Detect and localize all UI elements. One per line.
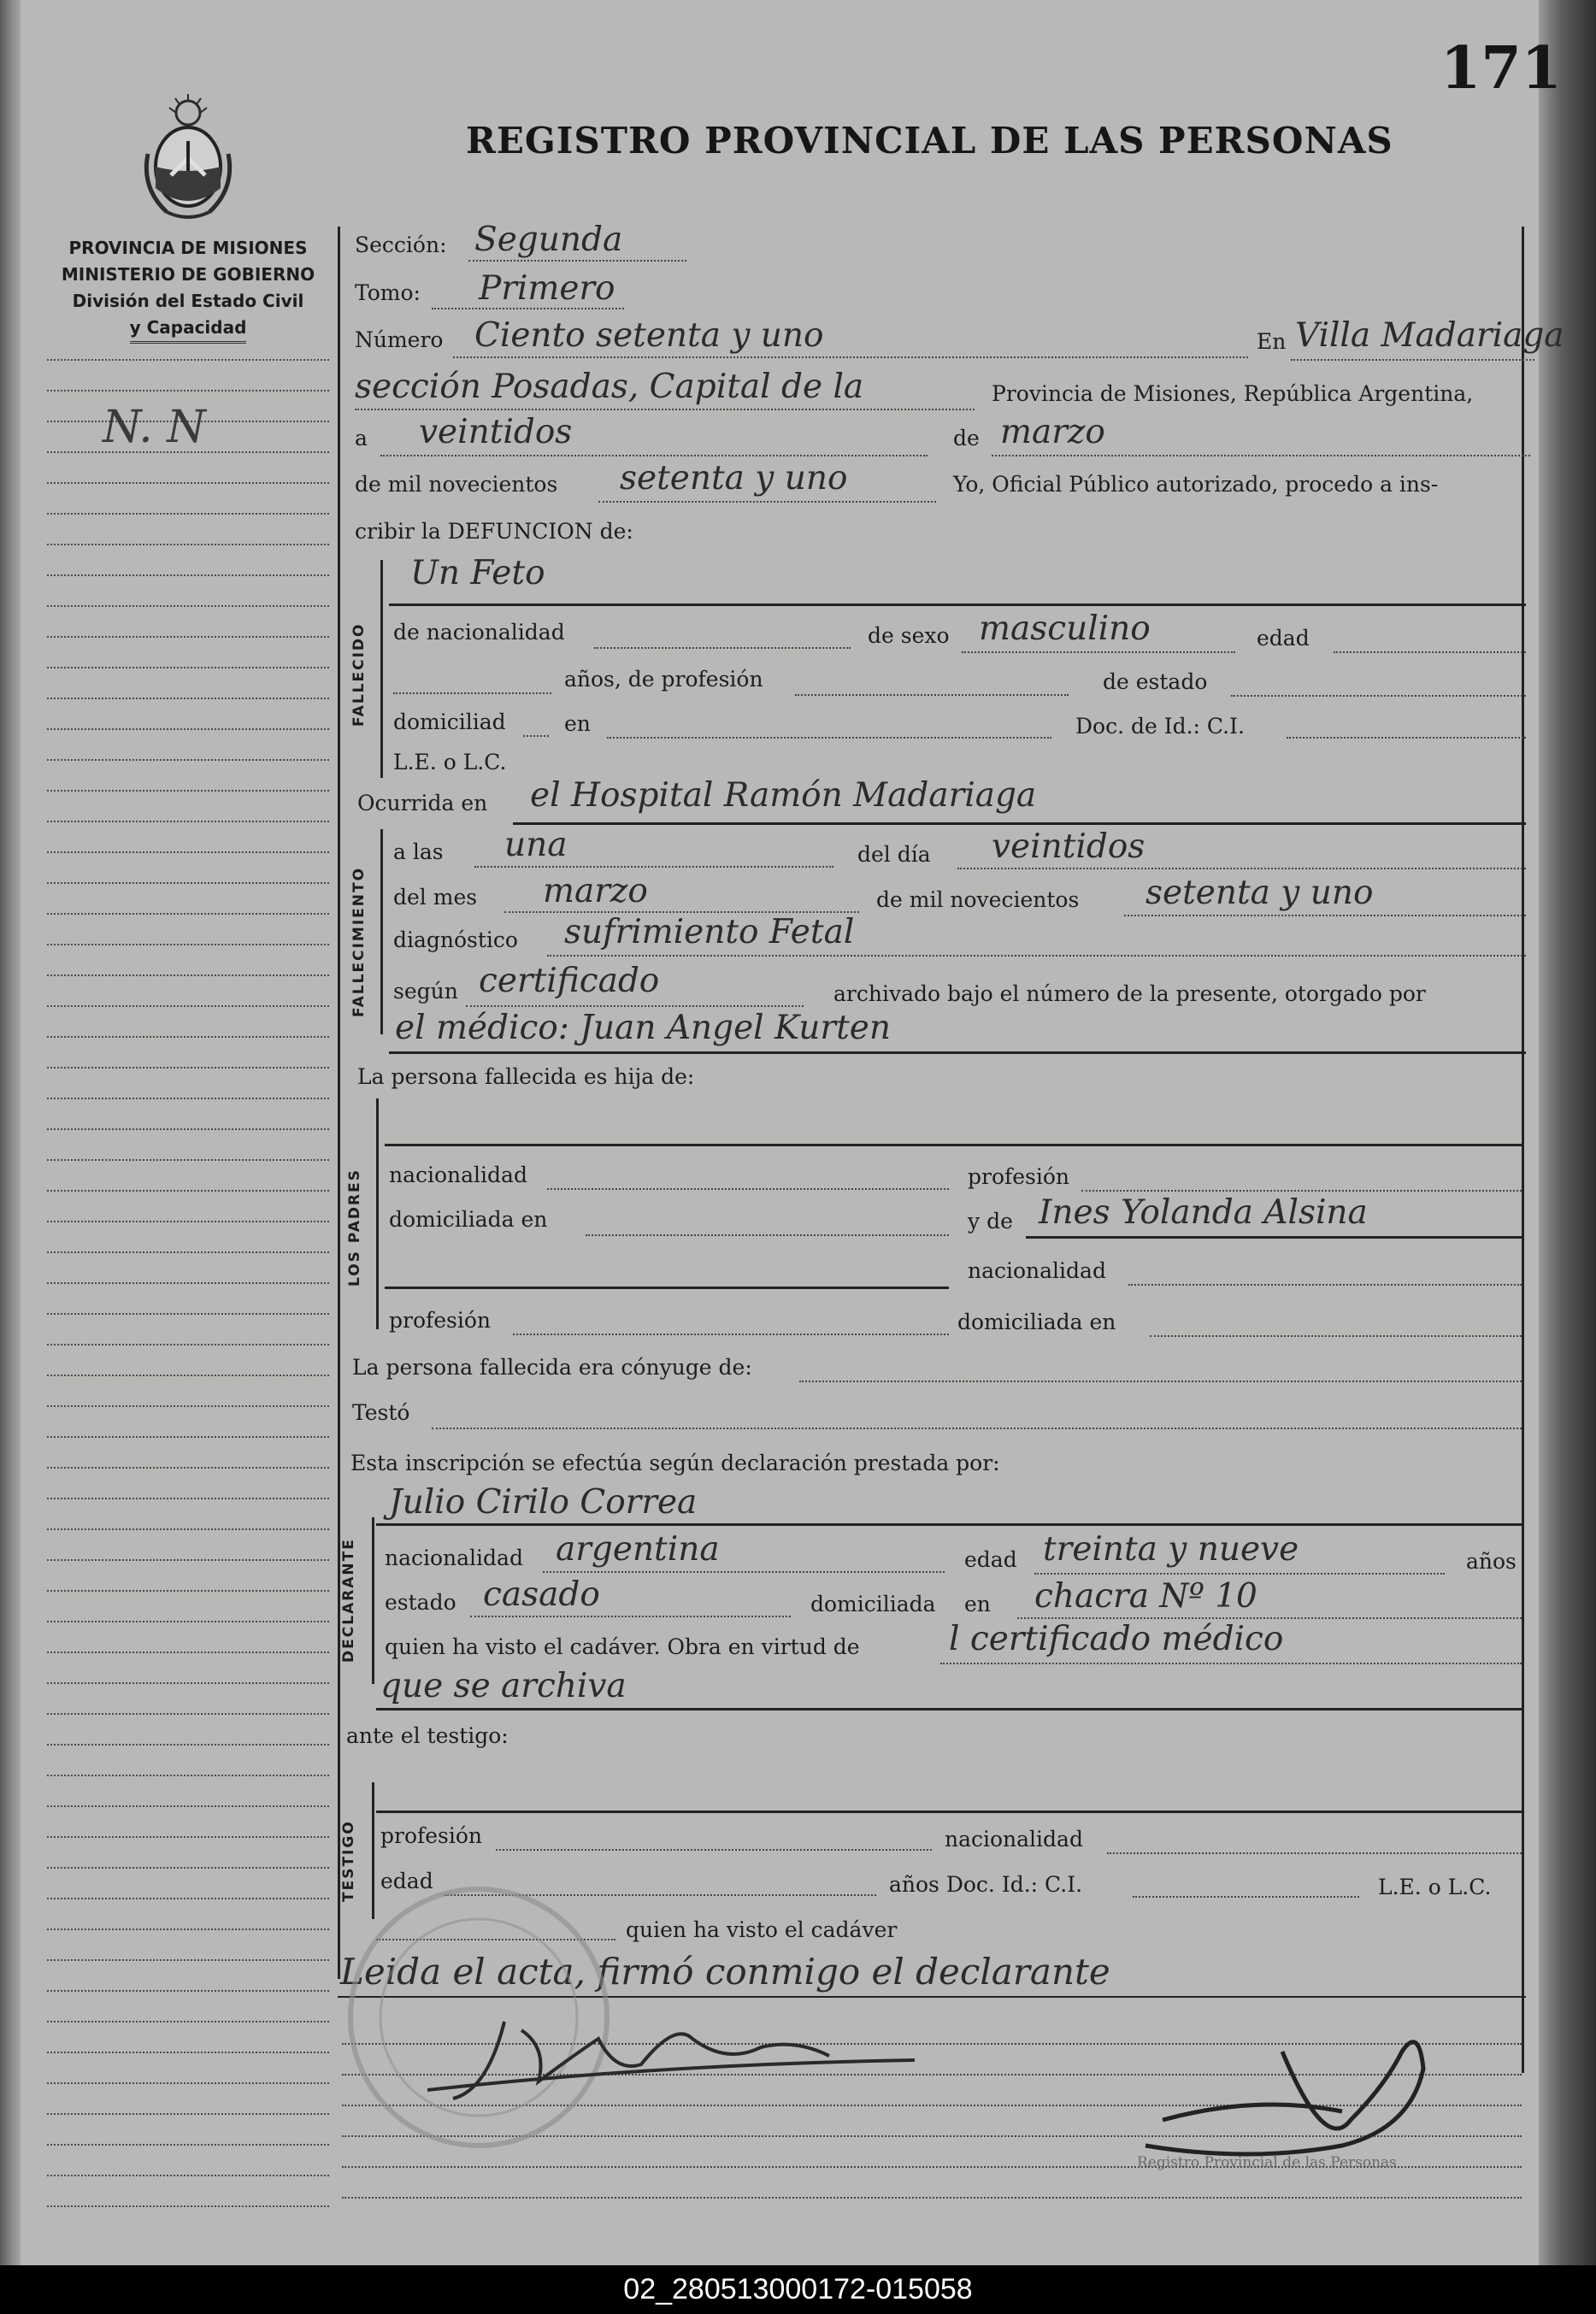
testigo-edad-label: edad: [380, 1869, 433, 1893]
org-line-4: y Capacidad: [130, 315, 247, 344]
padres-side-label: LOS PADRES: [346, 1169, 363, 1287]
org-line-2: MINISTERIO DE GOBIERNO: [61, 264, 315, 285]
padre-profesion2-label: profesión: [389, 1308, 492, 1333]
domiciliad-label: domiciliad: [393, 710, 506, 734]
margin-ruled-line: [47, 1005, 329, 1007]
en-line: [1291, 359, 1534, 361]
margin-ruled-line: [47, 882, 329, 884]
domiciliad-line: [523, 735, 549, 737]
fallecimiento-anio-label: de mil novecientos: [876, 887, 1080, 912]
nacionalidad-label: de nacionalidad: [393, 620, 565, 645]
madre-nacionalidad-line: [1128, 1284, 1522, 1286]
margin-ruled-line: [47, 2205, 329, 2207]
declarante-domiciliada-label: domiciliada: [810, 1592, 936, 1616]
dia-value: veintidos: [419, 413, 573, 451]
margin-ruled-line: [47, 574, 329, 576]
testigo-profesion-line: [496, 1849, 932, 1851]
declarante-side-label: DECLARANTE: [340, 1538, 357, 1663]
declarante-name: Julio Cirilo Correa: [389, 1483, 698, 1522]
fallecimiento-dia-line: [957, 868, 1526, 869]
org-line-1: PROVINCIA DE MISIONES: [68, 238, 308, 258]
margin-ruled-line: [47, 913, 329, 915]
madre-domiciliada-line: [1150, 1335, 1522, 1337]
right-border: [1522, 227, 1524, 2073]
anios-label: años, de profesión: [564, 667, 763, 692]
fallecimiento-bracket: [380, 829, 383, 1034]
mes-value: marzo: [1000, 413, 1105, 451]
declarante-estado-value: casado: [483, 1575, 600, 1614]
declarante-en-label: en: [964, 1592, 991, 1616]
padre-domiciliada-line: [586, 1234, 949, 1236]
margin-ruled-line: [47, 790, 329, 792]
margin-ruled-line: [47, 1867, 329, 1869]
testigo-doc-label: años Doc. Id.: C.I.: [889, 1872, 1083, 1897]
testigo-nacionalidad-line: [1107, 1852, 1522, 1854]
diagnostico-line: [547, 955, 1526, 957]
page-title: REGISTRO PROVINCIAL DE LAS PERSONAS: [466, 120, 1393, 162]
declarante-domicilio-value: chacra Nº 10: [1034, 1577, 1257, 1616]
y-de-label: y de: [968, 1209, 1013, 1234]
declarante-bracket: [372, 1517, 374, 1684]
padre-domiciliada-label: domiciliada en: [389, 1207, 548, 1232]
declarante-edad-value: treinta y nueve: [1043, 1530, 1299, 1569]
lower-ruled-line: [342, 2197, 1522, 2199]
fallecimiento-mes-value: marzo: [543, 872, 648, 910]
margin-ruled-line: [47, 1836, 329, 1838]
sexo-line: [962, 651, 1235, 653]
madre-name: Ines Yolanda Alsina: [1039, 1193, 1368, 1232]
testigo-doc-line: [1133, 1896, 1359, 1898]
padres-intro: La persona fallecida es hija de:: [357, 1064, 695, 1089]
coat-of-arms-seal: [141, 94, 235, 222]
closing-statement: Leida el acta, firmó conmigo el declarante: [340, 1951, 1110, 1993]
fallecido-side-label: FALLECIDO: [350, 622, 368, 727]
page-number: 171: [1440, 34, 1562, 103]
margin-ruled-line: [47, 605, 329, 607]
diagnostico-value: sufrimiento Fetal: [564, 913, 855, 951]
madre-nacionalidad-label: nacionalidad: [968, 1258, 1106, 1283]
margin-ruled-line: [47, 1621, 329, 1622]
margin-ruled-line: [47, 728, 329, 730]
segun-value: certificado: [479, 962, 660, 1000]
segun-line: [466, 1005, 804, 1007]
margin-ruled-line: [47, 1744, 329, 1746]
declarante-estado-line: [470, 1616, 791, 1617]
declarante-nacionalidad-line: [543, 1571, 945, 1573]
en-value: Villa Madariaga: [1295, 316, 1564, 355]
medico-value: el médico: Juan Angel Kurten: [395, 1009, 891, 1047]
padre-nacionalidad-label: nacionalidad: [389, 1163, 527, 1187]
tomo-value: Primero: [479, 269, 615, 308]
declarante-signature: [402, 1987, 949, 2124]
org-line-3: División del Estado Civil: [72, 291, 304, 311]
margin-ruled-line: [47, 2052, 329, 2053]
tomo-line: [432, 308, 624, 309]
de-label: de: [953, 426, 980, 450]
seccion-label: Sección:: [355, 233, 447, 257]
margin-ruled-line: [47, 759, 329, 761]
testigo-quien-text: quien ha visto el cadáver: [626, 1917, 898, 1942]
doc-line: [1287, 737, 1526, 739]
margin-ruled-line: [47, 1344, 329, 1345]
sexo-value: masculino: [979, 609, 1151, 648]
declarante-nacionalidad-label: nacionalidad: [385, 1546, 523, 1570]
margin-ruled-line: [47, 544, 329, 545]
en-label: En: [1257, 329, 1287, 354]
numero-label: Número: [355, 327, 444, 352]
issuing-office: [38, 235, 338, 344]
numero-value: Ciento setenta y uno: [474, 316, 824, 355]
margin-ruled-line: [47, 698, 329, 699]
declarante-name-line: [376, 1523, 1522, 1526]
testigo-nacionalidad-label: nacionalidad: [945, 1827, 1083, 1852]
image-footer-id: 02_280513000172-015058: [0, 2265, 1596, 2314]
anios-line: [393, 692, 551, 694]
nacionalidad-line-dotted: [594, 647, 851, 649]
margin-ruled-line: [47, 1036, 329, 1038]
dia-line: [380, 455, 928, 456]
madre-name-line: [1026, 1236, 1522, 1239]
margin-ruled-line: [47, 2175, 329, 2176]
margin-ruled-line: [47, 821, 329, 822]
fallecimiento-dia-value: veintidos: [992, 827, 1145, 866]
numero-line: [453, 356, 1248, 358]
padre-profesion-line: [1081, 1190, 1522, 1192]
le-label: L.E. o L.C.: [393, 750, 507, 774]
margin-ruled-line: [47, 1559, 329, 1561]
testigo-profesion-label: profesión: [380, 1823, 483, 1848]
margin-ruled-line: [47, 974, 329, 976]
margin-ruled-line: [47, 1590, 329, 1592]
estado-label: de estado: [1103, 669, 1208, 694]
margin-ruled-line: [47, 1898, 329, 1899]
margin-ruled-line: [47, 944, 329, 945]
declarante-edad-line: [1034, 1573, 1445, 1575]
margin-ruled-line: [47, 1221, 329, 1222]
testigo-name-line: [376, 1811, 1522, 1813]
padre-profesion2-line: [513, 1334, 949, 1335]
cribir-text: cribir la DEFUNCION de:: [355, 519, 633, 544]
ocurrida-value: el Hospital Ramón Madariaga: [530, 776, 1037, 815]
margin-ruled-line: [47, 1498, 329, 1499]
margin-ruled-line: [47, 1067, 329, 1069]
margin-divider: [338, 227, 340, 1979]
margin-ruled-line: [47, 1375, 329, 1376]
sexo-label: de sexo: [868, 623, 950, 648]
madre-domiciliada-label: domiciliada en: [957, 1310, 1116, 1334]
padre-nacionalidad-line: [547, 1188, 949, 1190]
declarante-anios-label: años: [1466, 1549, 1516, 1574]
margin-ruled-line: [47, 390, 329, 392]
margin-ruled-line: [47, 1775, 329, 1776]
margin-ruled-line: [47, 2082, 329, 2084]
ocurrida-label: Ocurrida en: [357, 791, 488, 815]
del-dia-label: del día: [857, 842, 931, 867]
place-value: sección Posadas, Capital de la: [355, 368, 864, 406]
quien-ha-visto-text: quien ha visto el cadáver. Obra en virtud de: [385, 1634, 860, 1659]
margin-ruled-line: [47, 1313, 329, 1315]
anio-label: de mil novecientos: [355, 472, 558, 497]
margin-ruled-line: [47, 1251, 329, 1253]
margin-ruled-line: [47, 851, 329, 853]
obra-value-2: que se archiva: [380, 1667, 627, 1705]
margin-ruled-line: [47, 1713, 329, 1715]
fallecido-name-line: [389, 604, 1526, 606]
obra-line-2: [376, 1708, 1522, 1710]
obra-value: l certificado médico: [949, 1620, 1284, 1658]
book-binding: [0, 0, 21, 2265]
margin-ruled-line: [47, 1128, 329, 1130]
padre-name-line: [385, 1144, 1522, 1146]
margin-ruled-line: [47, 513, 329, 515]
margin-ruled-line: [47, 636, 329, 638]
margin-ruled-line: [47, 1928, 329, 1930]
margin-ruled-line: [47, 1652, 329, 1653]
margin-ruled-line: [47, 359, 329, 361]
margin-ruled-line: [47, 1282, 329, 1284]
fallecido-name: Un Feto: [410, 554, 545, 592]
segun-label: según: [393, 979, 458, 1004]
margin-ruled-line: [47, 2021, 329, 2023]
provincia-text: Provincia de Misiones, República Argentina,: [992, 381, 1474, 406]
testo-label: Testó: [352, 1400, 410, 1425]
a-label: a: [355, 426, 368, 450]
margin-ruled-line: [47, 2144, 329, 2146]
margin-note: N. N: [103, 402, 206, 453]
edad-label: edad: [1257, 626, 1310, 651]
oficial-text: Yo, Oficial Público autorizado, procedo a ins-: [953, 472, 1439, 497]
testigo-intro: ante el testigo:: [346, 1723, 509, 1748]
margin-ruled-line: [47, 1990, 329, 1992]
conyuge-label: La persona fallecida era cónyuge de:: [352, 1355, 752, 1380]
registry-stamp-text: Registro Provincial de las Personas: [1137, 2154, 1397, 2171]
fallecido-bracket: [380, 560, 383, 778]
place-line: [355, 409, 975, 410]
archivado-text: archivado bajo el número de la presente, otorgado por: [833, 981, 1426, 1006]
del-mes-label: del mes: [393, 885, 478, 910]
declarante-intro: Esta inscripción se efectúa según declaración prestada por:: [350, 1451, 1000, 1475]
conyuge-line: [799, 1381, 1522, 1382]
testigo-le-label: L.E. o L.C.: [1378, 1875, 1492, 1899]
doc-label: Doc. de Id.: C.I.: [1075, 714, 1245, 739]
declarante-estado-label: estado: [385, 1590, 456, 1615]
padre-extra-line: [385, 1287, 949, 1289]
declarante-edad-label: edad: [964, 1547, 1017, 1572]
obra-line: [940, 1663, 1522, 1664]
margin-ruled-line: [47, 482, 329, 484]
fallecimiento-anio-line: [1124, 915, 1526, 916]
fallecimiento-anio-value: setenta y uno: [1145, 874, 1374, 912]
margin-ruled-line: [47, 1467, 329, 1469]
hora-line: [474, 866, 833, 868]
fallecimiento-side-label: FALLECIMIENTO: [350, 866, 368, 1017]
margin-ruled-line: [47, 1682, 329, 1684]
padre-profesion-label: profesión: [968, 1164, 1070, 1189]
mes-line: [992, 455, 1530, 456]
declarante-domicilio-line: [1017, 1617, 1522, 1619]
seccion-line: [468, 260, 686, 262]
ocurrida-line: [513, 822, 1526, 825]
edad-line: [1334, 651, 1526, 653]
margin-ruled-line: [47, 1436, 329, 1438]
oficial-signature: [1128, 2017, 1487, 2163]
margin-ruled-line: [47, 1159, 329, 1161]
margin-ruled-line: [47, 1959, 329, 1961]
margin-ruled-line: [47, 1190, 329, 1192]
tomo-label: Tomo:: [355, 280, 421, 305]
fallecido-en-label: en: [564, 711, 591, 736]
declarante-nacionalidad-value: argentina: [556, 1530, 720, 1569]
seccion-value: Segunda: [474, 221, 623, 259]
a-las-label: a las: [393, 839, 444, 864]
medico-line: [389, 1051, 1526, 1054]
margin-ruled-line: [47, 2113, 329, 2115]
diagnostico-label: diagnóstico: [393, 927, 518, 952]
margin-ruled-line: [47, 1098, 329, 1099]
estado-line: [1231, 695, 1526, 697]
margin-ruled-line: [47, 1528, 329, 1530]
testo-line: [432, 1428, 1522, 1429]
anio-line: [598, 501, 936, 503]
anio-value: setenta y uno: [620, 459, 848, 498]
margin-ruled-line: [47, 1805, 329, 1807]
profesion-line: [795, 694, 1069, 696]
margin-ruled-line: [47, 667, 329, 668]
padres-bracket: [376, 1098, 379, 1329]
domicilio-line: [607, 737, 1051, 739]
margin-ruled-line: [47, 1405, 329, 1407]
testigo-side-label: TESTIGO: [340, 1820, 357, 1902]
hora-value: una: [504, 826, 568, 864]
